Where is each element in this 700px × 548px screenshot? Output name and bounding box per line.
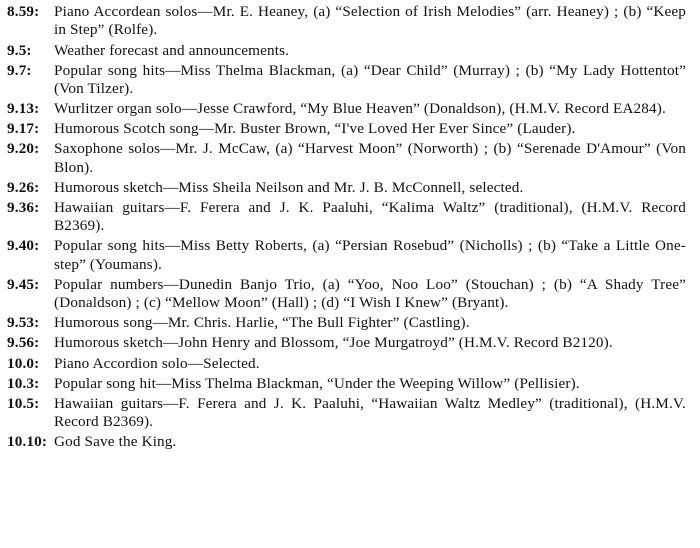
entry-time: 10.5: [7,394,40,412]
programme-entry [7,62,688,99]
entry-text: Piano Accordean solos—Mr. E. Heaney, (a) “Selection of Irish Melodies” (arr. Heaney) ; (b) “Keep in Step” (Rolfe). [54,3,686,39]
programme-entry [7,355,688,373]
programme-entry [7,120,688,138]
entry-time: 9.13: [7,100,40,118]
entry-time: 10.3: [7,374,40,392]
programme-entry [7,199,688,236]
entry-time: 9.20: [7,140,40,158]
entry-text: Humorous song—Mr. Chris. Harlie, “The Bull Fighter” (Castling). [54,314,470,332]
programme-entry [7,179,688,197]
entry-time: 10.10: [7,433,48,451]
programme-entry [7,100,688,118]
programme-entry [7,334,688,352]
entry-time: 9.17: [7,120,40,138]
programme-entry [7,433,688,451]
programme-entry [7,395,688,432]
entry-text: Humorous Scotch song—Mr. Buster Brown, “I've Loved Her Ever Since” (Lauder). [54,120,576,138]
programme-entry [7,314,688,332]
entry-text: Weather forecast and announcements. [54,41,290,59]
entry-text: Hawaiian guitars—F. Ferera and J. K. Paaluhi, “Kalima Waltz” (traditional), (H.M.V. Record B2369). [54,198,686,235]
entry-time: 9.45: [7,275,40,293]
entry-text: Saxophone solos—Mr. J. McCaw, (a) “Harvest Moon” (Norworth) ; (b) “Serenade D'Amour” (Von Blon). [54,140,686,176]
programme-entry [7,3,688,40]
entry-text: Hawaiian guitars—F. Ferera and J. K. Paaluhi, “Hawaiian Waltz Medley” (traditional), (H.M.V. Record B2369). [54,394,686,431]
entry-text: Popular song hits—Miss Thelma Blackman, (a) “Dear Child” (Murray) ; (b) “My Lady Hottentot” (Von Tilzer). [54,61,686,97]
programme-entry [7,375,688,393]
entry-time: 10.0: [7,354,40,372]
programme-entry [7,42,688,60]
entry-time: 9.36: [7,198,40,216]
programme-entry [7,140,688,177]
entry-text: Piano Accordion solo—Selected. [54,354,260,372]
entry-time: 9.53: [7,314,40,332]
programme-entry [7,237,688,274]
entry-time: 9.7: [7,61,32,79]
entry-time: 9.56: [7,334,40,352]
entry-time: 9.5: [7,41,32,59]
entry-text: Wurlitzer organ solo—Jesse Crawford, “My Blue Heaven” (Donaldson), (H.M.V. Record EA284). [54,100,666,118]
entry-text: Humorous sketch—Miss Sheila Neilson and Mr. J. B. McConnell, selected. [54,178,524,196]
entry-text: God Save the King. [54,433,177,451]
entry-text: Popular song hit—Miss Thelma Blackman, “Under the Weeping Willow” (Pellisier). [54,374,580,392]
entry-time: 8.59: [7,3,40,20]
programme-entry [7,276,688,313]
entry-text: Humorous sketch—John Henry and Blossom, “Joe Murgatroyd” (H.M.V. Record B2120). [54,334,613,352]
entry-text: Popular numbers—Dunedin Banjo Trio, (a) “Yoo, Noo Loo” (Stouchan) ; (b) “A Shady Tree” (Donaldson) ; (c) “Mellow Moon” (Hall) ; (d) “I Wish I Knew” (Bryant). [54,275,686,312]
entry-time: 9.26: [7,178,40,196]
entry-text: Popular song hits—Miss Betty Roberts, (a) “Persian Rosebud” (Nicholls) ; (b) “Take a Little One-step” (Youmans). [54,237,686,273]
entry-time: 9.40: [7,237,40,255]
